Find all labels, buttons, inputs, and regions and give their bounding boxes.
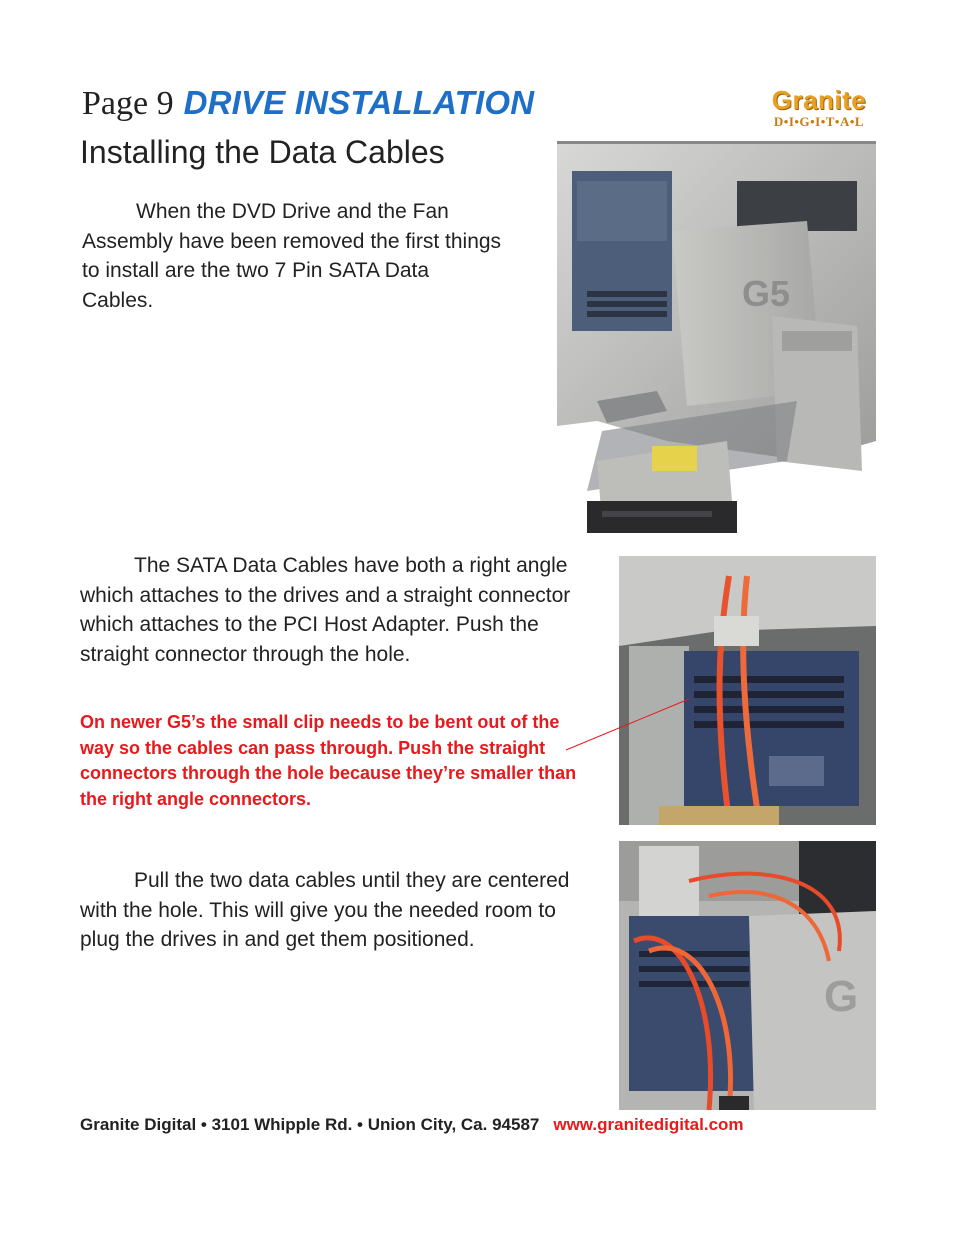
page-heading bbox=[82, 84, 534, 123]
footer-website-link[interactable]: www.granitedigital.com bbox=[553, 1115, 744, 1134]
photo1-g5-label: G5 bbox=[742, 273, 791, 314]
page-subtitle: Installing the Data Cables bbox=[80, 134, 445, 170]
photo-cables-centered bbox=[619, 841, 876, 1110]
paragraph-center-cables: Pull the two data cables until they are centered with the hole. This will give you the needed room to plug the drives in and get them positioned. bbox=[80, 869, 570, 951]
section-title: DRIVE INSTALLATION bbox=[183, 84, 535, 121]
page-number: Page 9 bbox=[82, 85, 174, 122]
photo-g5-open-case bbox=[557, 141, 876, 552]
photo3-g-label: G bbox=[824, 972, 859, 1021]
logo-wordmark: Granite bbox=[771, 85, 867, 115]
warning-note: On newer G5’s the small clip needs to be bent out of the way so the cables can pass through. Push the straight connectors through the hole because they’re smaller than the right angle connectors. bbox=[80, 712, 577, 809]
photo-cables-through-hole bbox=[619, 556, 876, 825]
footer bbox=[80, 1115, 744, 1135]
logo-subtext: D•I•G•I•T•A•L bbox=[773, 114, 865, 129]
footer-address: Granite Digital • 3101 Whipple Rd. • Union City, Ca. 94587 bbox=[80, 1115, 540, 1134]
granite-digital-logo bbox=[760, 86, 878, 130]
paragraph-cable-connectors: The SATA Data Cables have both a right angle which attaches to the drives and a straight connector which attaches to the PCI Host Adapter. Push the straight connector through the hole. bbox=[80, 554, 571, 666]
paragraph-intro: When the DVD Drive and the Fan Assembly have been removed the first things to install are the two 7 Pin SATA Data Cables. bbox=[82, 200, 502, 312]
